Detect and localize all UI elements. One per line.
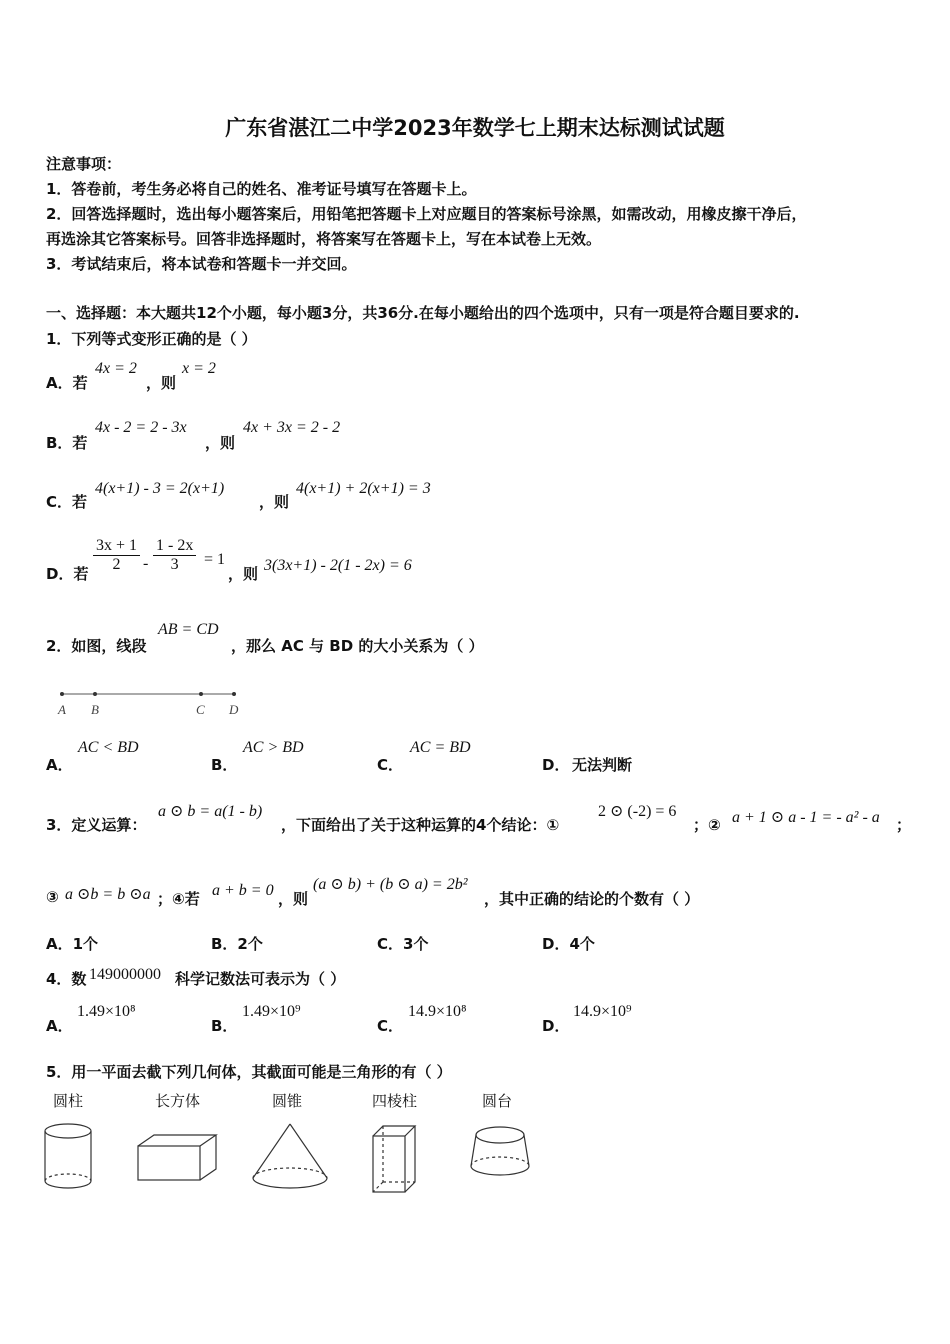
q1-option-b: B．若 xyxy=(46,434,88,452)
page-title: 广东省湛江二中学2023年数学七上期末达标测试试题 xyxy=(225,116,725,140)
q2-option-d-label: D． xyxy=(542,756,570,774)
q2-option-a: AC < BD xyxy=(78,739,139,756)
q1-d-rhs: = 1 xyxy=(204,551,226,568)
q1-d-minus: - xyxy=(143,555,149,572)
question-2-stem-rest: ，那么 AC 与 BD 的大小关系为（ ） xyxy=(231,637,484,655)
q1-d-then: ，则 xyxy=(228,565,259,583)
q3-sep: ； xyxy=(896,816,912,834)
q3-conclusion-1: 2 ⊙ (-2) = 6 xyxy=(598,803,677,820)
q2-given: AB = CD xyxy=(158,621,219,638)
shape-label-cylinder: 圆柱 xyxy=(53,1092,84,1110)
cuboid-shape xyxy=(138,1135,216,1180)
question-5-stem: 5．用一平面去截下列几何体，其截面可能是三角形的有（ ） xyxy=(46,1063,452,1081)
point-d xyxy=(232,692,236,696)
q1-a-condition: 4x = 2 xyxy=(95,360,137,377)
q1-d-fraction-2 xyxy=(153,537,196,574)
section-heading: 一、选择题：本大题共12个小题，每小题3分，共36分.在每小题给出的四个选项中，只有一项是符合题目要求的. xyxy=(46,304,800,322)
q2-option-a-label: A． xyxy=(46,756,73,774)
q2-option-d: 无法判断 xyxy=(572,756,633,774)
q1-b-result: 4x + 3x = 2 - 2 xyxy=(243,419,341,436)
q2-option-b: AC > BD xyxy=(243,739,304,756)
q3-sep: ；② xyxy=(693,816,721,834)
q3-conclusion-3: a ⊙b = b ⊙a xyxy=(65,886,151,903)
q3-sep: ；④若 xyxy=(157,890,200,908)
point-label-a: A xyxy=(58,702,66,717)
q1-c-then: ，则 xyxy=(259,493,290,511)
q1-c-result: 4(x+1) + 2(x+1) = 3 xyxy=(296,480,431,497)
q3-option-d: D．4个 xyxy=(542,935,595,953)
frustum-shape xyxy=(471,1127,529,1175)
notice-item: 再选涂其它答案标号。回答非选择题时，将答案写在答题卡上，写在本试卷上无效。 xyxy=(46,230,602,248)
point-label-b: B xyxy=(91,702,99,717)
shape-label-cone: 圆锥 xyxy=(272,1092,303,1110)
q3-stem-rest: ，下面给出了关于这种运算的4个结论：① xyxy=(281,816,560,834)
question-4-stem: 4．数 xyxy=(46,970,87,988)
notice-item: 1．答卷前，考生务必将自己的姓名、准考证号填写在答题卡上。 xyxy=(46,180,477,198)
q2-option-c: AC = BD xyxy=(410,739,471,756)
q4-option-d-label: D． xyxy=(542,1017,570,1035)
q1-d-result: 3(3x+1) - 2(1 - 2x) = 6 xyxy=(264,557,412,574)
segment-diagram xyxy=(52,684,252,718)
q3-conclusion-2: a + 1 ⊙ a - 1 = - a² - a xyxy=(732,809,880,826)
q3-definition: a ⊙ b = a(1 - b) xyxy=(158,803,263,820)
q3-c3-marker: ③ xyxy=(46,888,59,906)
q2-option-b-label: B． xyxy=(211,756,238,774)
solids-figure xyxy=(40,1118,560,1202)
question-3-stem: 3．定义运算： xyxy=(46,816,147,834)
prism-shape xyxy=(373,1126,415,1192)
point-c xyxy=(199,692,203,696)
q3-conclusion-4-condition: a + b = 0 xyxy=(212,882,274,899)
q1-c-condition: 4(x+1) - 3 = 2(x+1) xyxy=(95,480,225,497)
q1-b-condition: 4x - 2 = 2 - 3x xyxy=(95,419,187,436)
fraction-denominator: 2 xyxy=(112,556,121,573)
q1-a-then: ，则 xyxy=(146,374,177,392)
fraction-numerator: 1 - 2x xyxy=(153,537,196,556)
q1-d-fraction-1 xyxy=(93,537,140,574)
point-b xyxy=(93,692,97,696)
q4-option-c: 14.9×10⁸ xyxy=(408,1003,467,1020)
q4-option-a-label: A． xyxy=(46,1017,73,1035)
notice-heading: 注意事项： xyxy=(46,155,122,173)
q1-option-d: D．若 xyxy=(46,565,89,583)
question-1-stem: 1．下列等式变形正确的是（ ） xyxy=(46,330,257,348)
notice-item: 2．回答选择题时，选出每小题答案后，用铅笔把答题卡上对应题目的答案标号涂黑，如需改动，用橡皮擦干净后， xyxy=(46,205,807,223)
point-label-c: C xyxy=(196,702,205,717)
point-a xyxy=(60,692,64,696)
q3-conclusion-4: (a ⊙ b) + (b ⊙ a) = 2b² xyxy=(313,876,468,893)
cone-shape xyxy=(253,1124,327,1188)
q1-option-a xyxy=(46,372,88,393)
q3-option-c: C．3个 xyxy=(377,935,429,953)
notice-item: 3．考试结束后，将本试卷和答题卡一并交回。 xyxy=(46,255,357,273)
option-label: A．若 xyxy=(46,374,88,392)
shape-label-cuboid: 长方体 xyxy=(155,1092,201,1110)
q3-stem-end: ，其中正确的结论的个数有（ ） xyxy=(484,890,700,908)
q4-option-b-label: B． xyxy=(211,1017,238,1035)
q1-a-result: x = 2 xyxy=(182,360,216,377)
question-4-stem-rest: 科学记数法可表示为（ ） xyxy=(175,970,346,988)
q4-number: 149000000 xyxy=(89,966,161,983)
q1-option-c: C．若 xyxy=(46,493,88,511)
cylinder-shape xyxy=(45,1124,91,1188)
q4-option-c-label: C． xyxy=(377,1017,404,1035)
q4-option-d: 14.9×10⁹ xyxy=(573,1003,632,1020)
shape-label-frustum: 圆台 xyxy=(482,1092,513,1110)
q3-then: ，则 xyxy=(278,890,309,908)
question-2-stem: 2．如图，线段 xyxy=(46,637,147,655)
q1-b-then: ，则 xyxy=(205,434,236,452)
shape-label-prism: 四棱柱 xyxy=(372,1092,418,1110)
q3-option-b: B．2个 xyxy=(211,935,263,953)
fraction-denominator: 3 xyxy=(170,556,179,573)
q3-option-a: A．1个 xyxy=(46,935,99,953)
q4-option-b: 1.49×10⁹ xyxy=(242,1003,301,1020)
fraction-numerator: 3x + 1 xyxy=(93,537,140,556)
q2-option-c-label: C． xyxy=(377,756,404,774)
point-label-d: D xyxy=(229,702,239,717)
q4-option-a: 1.49×10⁸ xyxy=(77,1003,136,1020)
